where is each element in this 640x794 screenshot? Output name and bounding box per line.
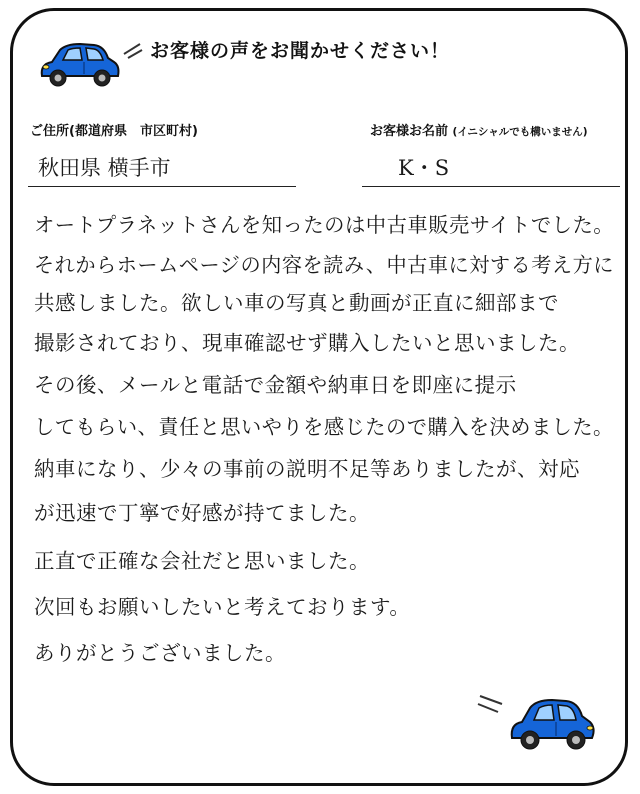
car-icon: [36, 40, 122, 92]
message-line: 正直で正確な会社だと思いました。: [34, 549, 370, 573]
message-line: ありがとうございました。: [34, 641, 286, 665]
customer-name-label: [370, 120, 588, 139]
address-label: ご住所(都道府県 市区町村): [30, 124, 198, 139]
address-value: 秋田県 横手市: [38, 156, 171, 180]
customer-name-note: (イニシャルでも構いません): [452, 126, 588, 138]
name-underline: [362, 186, 620, 187]
message-line: 撮影されており、現車確認せず購入したいと思いました。: [34, 331, 580, 355]
message-line: オートプラネットさんを知ったのは中古車販売サイトでした。: [34, 213, 615, 237]
message-line: が迅速で丁寧で好感が持てました。: [34, 501, 370, 525]
message-line: 共感しました。欲しい車の写真と動画が正直に細部まで: [34, 291, 559, 315]
message-line: してもらい、責任と思いやりを感じたので購入を決めました。: [34, 415, 614, 439]
customer-name-label-text: お客様お名前: [370, 124, 449, 139]
message-line: その後、メールと電話で金額や納車日を即座に提示: [34, 373, 517, 397]
speed-lines-icon: [120, 38, 146, 60]
address-underline: [28, 186, 296, 187]
message-line: それからホームページの内容を読み、中古車に対する考え方に: [34, 253, 614, 277]
customer-name-value: K・S: [398, 156, 450, 180]
page-title: お客様の声をお聞かせください！: [150, 40, 451, 62]
car-icon: [504, 694, 598, 756]
message-line: 次回もお願いしたいと考えております。: [34, 595, 411, 619]
message-line: 納車になり、少々の事前の説明不足等ありましたが、対応: [34, 457, 580, 481]
